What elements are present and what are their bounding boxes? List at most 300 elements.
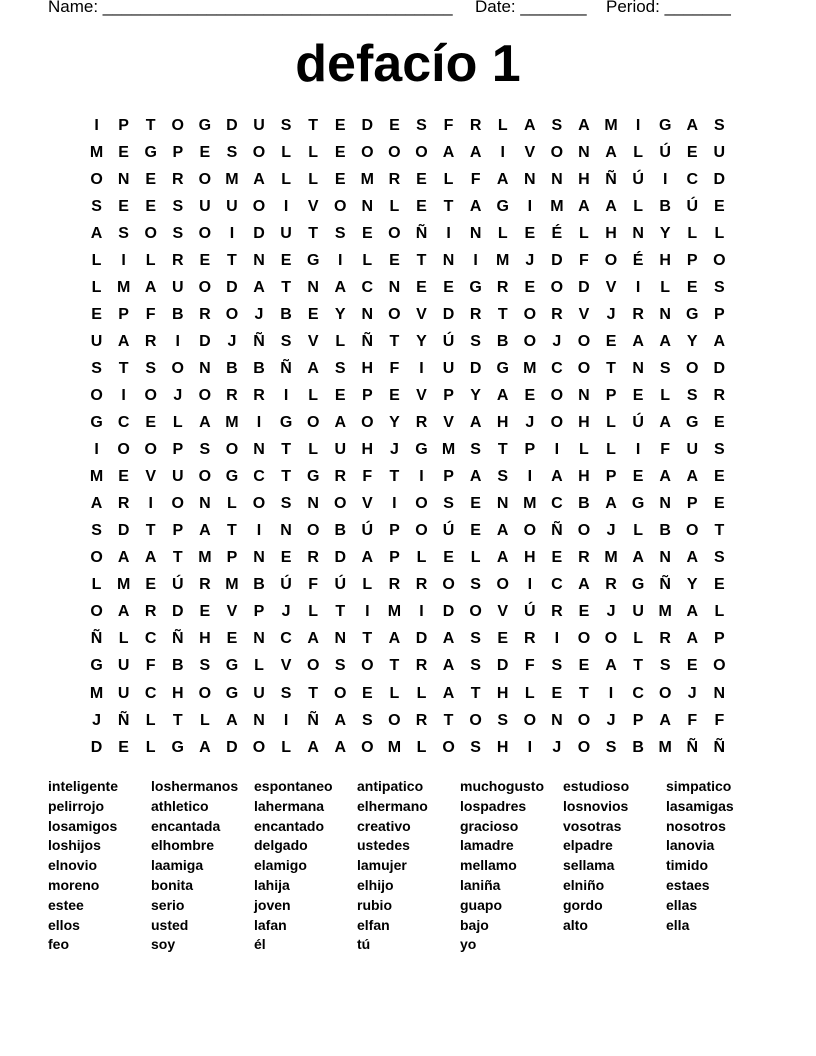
grid-cell[interactable]: E <box>470 522 481 540</box>
grid-cell[interactable]: H <box>578 170 590 188</box>
grid-cell[interactable]: A <box>253 278 265 296</box>
grid-cell[interactable]: O <box>306 657 320 675</box>
grid-cell[interactable]: T <box>308 116 319 134</box>
grid-cell[interactable]: D <box>713 359 726 377</box>
grid-cell[interactable]: O <box>171 116 184 134</box>
grid-cell[interactable]: L <box>335 332 346 350</box>
grid-cell[interactable]: L <box>91 278 102 296</box>
grid-cell[interactable]: L <box>714 224 725 242</box>
grid-cell[interactable]: O <box>496 576 509 594</box>
grid-cell[interactable]: Ñ <box>280 359 292 377</box>
grid-cell[interactable]: L <box>660 278 671 296</box>
grid-cell[interactable]: J <box>525 251 535 269</box>
grid-cell[interactable]: L <box>91 576 102 594</box>
grid-cell[interactable]: D <box>334 549 347 567</box>
grid-cell[interactable]: O <box>469 603 482 621</box>
grid-cell[interactable]: I <box>527 468 533 486</box>
grid-cell[interactable]: I <box>256 522 262 540</box>
grid-cell[interactable]: A <box>307 738 319 756</box>
grid-cell[interactable]: U <box>253 684 265 702</box>
grid-cell[interactable]: L <box>308 170 319 188</box>
grid-cell[interactable]: T <box>145 522 156 540</box>
grid-cell[interactable]: O <box>306 414 320 432</box>
grid-cell[interactable]: E <box>686 143 698 161</box>
grid-cell[interactable]: L <box>470 549 481 567</box>
grid-cell[interactable]: L <box>362 251 373 269</box>
grid-cell[interactable]: N <box>199 359 211 377</box>
grid-cell[interactable]: C <box>117 414 130 432</box>
grid-cell[interactable]: O <box>171 495 184 513</box>
grid-cell[interactable]: N <box>469 224 482 242</box>
grid-cell[interactable]: J <box>687 684 697 702</box>
grid-cell[interactable]: L <box>606 441 616 459</box>
grid-cell[interactable]: O <box>523 522 537 540</box>
grid-cell[interactable]: S <box>551 657 563 675</box>
grid-cell[interactable]: A <box>334 738 347 756</box>
grid-cell[interactable]: C <box>144 684 157 702</box>
grid-cell[interactable]: C <box>551 495 563 513</box>
grid-cell[interactable]: V <box>416 386 427 404</box>
grid-cell[interactable]: U <box>117 684 130 702</box>
grid-cell[interactable]: D <box>171 603 184 621</box>
grid-cell[interactable]: A <box>605 143 617 161</box>
grid-cell[interactable]: S <box>199 441 211 459</box>
grid-cell[interactable]: O <box>604 251 618 269</box>
grid-cell[interactable]: H <box>496 414 509 432</box>
grid-cell[interactable]: H <box>361 359 374 377</box>
grid-cell[interactable]: M <box>89 143 104 161</box>
grid-cell[interactable]: D <box>226 116 238 134</box>
grid-cell[interactable]: G <box>171 738 184 756</box>
grid-cell[interactable]: E <box>334 170 346 188</box>
grid-cell[interactable]: S <box>714 549 725 567</box>
grid-cell[interactable]: I <box>338 251 343 269</box>
grid-cell[interactable]: U <box>199 197 211 215</box>
grid-cell[interactable]: B <box>226 359 238 377</box>
grid-cell[interactable]: O <box>577 711 591 729</box>
grid-cell[interactable]: S <box>91 197 102 215</box>
grid-cell[interactable]: S <box>172 197 184 215</box>
grid-cell[interactable]: I <box>283 197 289 215</box>
grid-cell[interactable]: Ñ <box>659 576 671 594</box>
grid-cell[interactable]: O <box>523 305 537 323</box>
grid-cell[interactable]: O <box>117 441 130 459</box>
grid-cell[interactable]: L <box>281 143 291 161</box>
grid-cell[interactable]: L <box>308 386 319 404</box>
grid-cell[interactable]: G <box>90 657 103 675</box>
grid-cell[interactable]: D <box>226 738 238 756</box>
grid-cell[interactable]: E <box>714 414 725 432</box>
grid-cell[interactable]: R <box>388 576 401 594</box>
grid-cell[interactable]: F <box>524 657 535 675</box>
grid-cell[interactable]: S <box>470 657 481 675</box>
grid-cell[interactable]: F <box>660 441 671 459</box>
grid-cell[interactable]: R <box>171 251 184 269</box>
grid-cell[interactable]: Y <box>416 332 427 350</box>
grid-cell[interactable]: S <box>443 495 454 513</box>
grid-cell[interactable]: A <box>117 332 130 350</box>
grid-cell[interactable]: U <box>632 603 644 621</box>
grid-cell[interactable]: D <box>199 332 211 350</box>
grid-cell[interactable]: O <box>388 224 401 242</box>
grid-cell[interactable]: O <box>198 468 212 486</box>
grid-cell[interactable]: L <box>389 684 400 702</box>
grid-cell[interactable]: D <box>713 170 726 188</box>
grid-cell[interactable]: O <box>361 414 374 432</box>
grid-cell[interactable]: T <box>335 603 346 621</box>
grid-cell[interactable]: A <box>442 630 455 648</box>
grid-cell[interactable]: G <box>496 197 509 215</box>
grid-cell[interactable]: N <box>632 359 644 377</box>
grid-cell[interactable]: U <box>226 197 238 215</box>
grid-cell[interactable]: R <box>496 278 509 296</box>
grid-cell[interactable]: E <box>497 630 509 648</box>
grid-cell[interactable]: R <box>226 386 238 404</box>
grid-cell[interactable]: A <box>442 684 455 702</box>
grid-cell[interactable]: Ñ <box>171 630 184 648</box>
grid-cell[interactable]: N <box>496 495 509 513</box>
grid-cell[interactable]: A <box>605 495 617 513</box>
grid-cell[interactable]: O <box>577 359 591 377</box>
grid-cell[interactable]: O <box>334 495 347 513</box>
grid-cell[interactable]: L <box>416 549 427 567</box>
grid-cell[interactable]: N <box>280 522 292 540</box>
grid-cell[interactable]: A <box>334 414 347 432</box>
grid-cell[interactable]: Ñ <box>686 738 699 756</box>
grid-cell[interactable]: E <box>686 657 698 675</box>
grid-cell[interactable]: V <box>307 332 319 350</box>
grid-cell[interactable]: N <box>253 711 265 729</box>
grid-cell[interactable]: R <box>659 630 671 648</box>
grid-cell[interactable]: S <box>470 441 481 459</box>
grid-cell[interactable]: N <box>361 197 374 215</box>
grid-cell[interactable]: L <box>254 657 264 675</box>
grid-cell[interactable]: O <box>361 657 374 675</box>
grid-cell[interactable]: T <box>227 251 237 269</box>
grid-cell[interactable]: P <box>443 386 454 404</box>
grid-cell[interactable]: I <box>446 224 451 242</box>
grid-cell[interactable]: A <box>334 278 347 296</box>
grid-cell[interactable]: E <box>145 197 157 215</box>
grid-cell[interactable]: R <box>551 603 563 621</box>
grid-cell[interactable]: I <box>500 143 505 161</box>
grid-cell[interactable]: Ú <box>524 603 536 621</box>
grid-cell[interactable]: O <box>225 441 239 459</box>
grid-cell[interactable]: B <box>578 495 590 513</box>
grid-cell[interactable]: M <box>360 170 374 188</box>
grid-cell[interactable]: S <box>226 143 238 161</box>
grid-cell[interactable]: I <box>419 359 424 377</box>
grid-cell[interactable]: D <box>226 278 238 296</box>
grid-cell[interactable]: L <box>145 711 156 729</box>
grid-cell[interactable]: R <box>713 386 726 404</box>
grid-cell[interactable]: N <box>253 441 265 459</box>
grid-cell[interactable]: A <box>496 170 509 188</box>
grid-cell[interactable]: P <box>361 386 373 404</box>
grid-cell[interactable]: J <box>389 441 399 459</box>
grid-cell[interactable]: G <box>415 441 428 459</box>
grid-cell[interactable]: Ú <box>686 197 699 215</box>
grid-cell[interactable]: I <box>121 251 126 269</box>
grid-cell[interactable]: S <box>199 657 211 675</box>
grid-cell[interactable]: A <box>469 468 482 486</box>
grid-cell[interactable]: A <box>90 495 103 513</box>
grid-cell[interactable]: U <box>280 224 292 242</box>
grid-cell[interactable]: A <box>659 468 671 486</box>
grid-cell[interactable]: T <box>308 684 319 702</box>
grid-cell[interactable]: M <box>604 549 618 567</box>
grid-cell[interactable]: A <box>686 549 699 567</box>
grid-cell[interactable]: I <box>175 332 180 350</box>
grid-cell[interactable]: L <box>633 143 643 161</box>
grid-cell[interactable]: R <box>144 603 157 621</box>
grid-cell[interactable]: L <box>687 224 698 242</box>
grid-cell[interactable]: T <box>172 711 183 729</box>
grid-cell[interactable]: E <box>470 495 481 513</box>
grid-cell[interactable]: O <box>415 522 428 540</box>
grid-cell[interactable]: N <box>578 386 590 404</box>
grid-cell[interactable]: J <box>92 711 101 729</box>
grid-cell[interactable]: O <box>198 170 212 188</box>
grid-cell[interactable]: A <box>632 332 644 350</box>
grid-cell[interactable]: M <box>441 441 456 459</box>
grid-cell[interactable]: R <box>415 711 428 729</box>
grid-cell[interactable]: F <box>389 359 400 377</box>
grid-cell[interactable]: R <box>632 305 644 323</box>
grid-cell[interactable]: O <box>442 576 455 594</box>
grid-cell[interactable]: O <box>198 224 212 242</box>
grid-cell[interactable]: A <box>199 414 211 432</box>
grid-cell[interactable]: A <box>388 630 401 648</box>
grid-cell[interactable]: L <box>308 143 319 161</box>
grid-cell[interactable]: V <box>497 603 509 621</box>
grid-cell[interactable]: H <box>578 414 590 432</box>
grid-cell[interactable]: I <box>148 495 153 513</box>
grid-cell[interactable]: E <box>334 116 346 134</box>
grid-cell[interactable]: U <box>253 116 265 134</box>
grid-cell[interactable]: Y <box>334 305 346 323</box>
grid-cell[interactable]: L <box>281 170 291 188</box>
grid-cell[interactable]: D <box>551 251 563 269</box>
grid-cell[interactable]: P <box>714 305 725 323</box>
grid-cell[interactable]: S <box>172 224 184 242</box>
grid-cell[interactable]: C <box>551 359 563 377</box>
grid-cell[interactable]: U <box>171 468 184 486</box>
grid-cell[interactable]: D <box>578 278 590 296</box>
grid-cell[interactable]: Ñ <box>361 332 374 350</box>
grid-cell[interactable]: I <box>608 684 614 702</box>
grid-cell[interactable]: P <box>172 143 184 161</box>
grid-cell[interactable]: A <box>469 197 482 215</box>
grid-cell[interactable]: G <box>90 414 103 432</box>
grid-cell[interactable]: M <box>550 197 564 215</box>
grid-cell[interactable]: B <box>632 738 644 756</box>
grid-cell[interactable]: E <box>714 468 725 486</box>
grid-cell[interactable]: O <box>144 441 157 459</box>
grid-cell[interactable]: M <box>225 414 239 432</box>
grid-cell[interactable]: G <box>631 495 645 513</box>
grid-cell[interactable]: E <box>524 386 536 404</box>
grid-cell[interactable]: T <box>118 359 129 377</box>
grid-cell[interactable]: A <box>578 576 590 594</box>
grid-cell[interactable]: T <box>606 359 616 377</box>
grid-cell[interactable]: G <box>225 657 239 675</box>
grid-cell[interactable]: N <box>253 630 265 648</box>
grid-cell[interactable]: E <box>389 251 400 269</box>
grid-cell[interactable]: V <box>307 197 319 215</box>
grid-cell[interactable]: T <box>281 468 291 486</box>
grid-cell[interactable]: M <box>198 549 212 567</box>
grid-cell[interactable]: F <box>443 116 454 134</box>
grid-cell[interactable]: S <box>659 359 671 377</box>
grid-cell[interactable]: I <box>419 468 424 486</box>
grid-cell[interactable]: R <box>469 116 482 134</box>
grid-cell[interactable]: V <box>605 278 617 296</box>
grid-cell[interactable]: E <box>361 224 373 242</box>
grid-cell[interactable]: C <box>280 630 292 648</box>
grid-cell[interactable]: R <box>524 630 536 648</box>
grid-cell[interactable]: L <box>118 630 129 648</box>
grid-cell[interactable]: R <box>415 657 428 675</box>
grid-cell[interactable]: D <box>442 603 455 621</box>
grid-cell[interactable]: S <box>280 332 292 350</box>
grid-cell[interactable]: O <box>686 522 699 540</box>
grid-cell[interactable]: S <box>91 522 102 540</box>
grid-cell[interactable]: M <box>658 738 672 756</box>
grid-cell[interactable]: R <box>307 549 319 567</box>
grid-cell[interactable]: E <box>551 684 563 702</box>
grid-cell[interactable]: Ñ <box>307 711 319 729</box>
grid-cell[interactable]: M <box>116 576 131 594</box>
grid-cell[interactable]: L <box>308 603 319 621</box>
grid-cell[interactable]: P <box>524 441 536 459</box>
grid-cell[interactable]: J <box>606 522 616 540</box>
grid-cell[interactable]: E <box>118 143 129 161</box>
grid-cell[interactable]: P <box>605 386 617 404</box>
grid-cell[interactable]: C <box>253 468 265 486</box>
grid-cell[interactable]: R <box>117 495 130 513</box>
grid-cell[interactable]: V <box>524 143 536 161</box>
grid-cell[interactable]: E <box>361 684 373 702</box>
grid-cell[interactable]: G <box>306 251 320 269</box>
grid-cell[interactable]: A <box>144 549 157 567</box>
grid-cell[interactable]: V <box>416 305 427 323</box>
grid-cell[interactable]: M <box>89 468 104 486</box>
grid-cell[interactable]: E <box>91 305 102 323</box>
grid-cell[interactable]: O <box>171 359 184 377</box>
grid-cell[interactable]: N <box>253 549 265 567</box>
grid-cell[interactable]: M <box>225 576 239 594</box>
grid-cell[interactable]: S <box>280 495 292 513</box>
grid-cell[interactable]: P <box>686 495 698 513</box>
grid-cell[interactable]: A <box>686 116 699 134</box>
grid-cell[interactable]: E <box>605 332 617 350</box>
grid-cell[interactable]: L <box>389 197 400 215</box>
grid-cell[interactable]: T <box>389 657 400 675</box>
grid-cell[interactable]: E <box>334 386 346 404</box>
grid-cell[interactable]: U <box>171 278 184 296</box>
grid-cell[interactable]: F <box>145 657 156 675</box>
grid-cell[interactable]: M <box>89 684 104 702</box>
grid-cell[interactable]: T <box>497 441 508 459</box>
grid-cell[interactable]: R <box>551 305 563 323</box>
grid-cell[interactable]: Ú <box>280 576 292 594</box>
grid-cell[interactable]: J <box>606 305 616 323</box>
grid-cell[interactable]: A <box>361 549 374 567</box>
grid-cell[interactable]: S <box>714 278 725 296</box>
grid-cell[interactable]: A <box>659 414 671 432</box>
grid-cell[interactable]: E <box>145 576 157 594</box>
grid-cell[interactable]: O <box>523 711 537 729</box>
grid-cell[interactable]: L <box>416 684 427 702</box>
grid-cell[interactable]: S <box>497 468 509 486</box>
grid-cell[interactable]: S <box>416 116 427 134</box>
grid-cell[interactable]: P <box>632 711 644 729</box>
grid-cell[interactable]: P <box>172 441 184 459</box>
grid-cell[interactable]: O <box>90 170 103 188</box>
grid-cell[interactable]: S <box>470 738 481 756</box>
grid-cell[interactable]: G <box>686 305 699 323</box>
grid-cell[interactable]: O <box>577 522 591 540</box>
grid-cell[interactable]: E <box>145 414 157 432</box>
grid-cell[interactable]: O <box>252 143 266 161</box>
grid-cell[interactable]: T <box>470 684 481 702</box>
grid-cell[interactable]: N <box>307 278 319 296</box>
grid-cell[interactable]: G <box>306 468 320 486</box>
grid-cell[interactable]: T <box>416 251 427 269</box>
grid-cell[interactable]: F <box>714 711 725 729</box>
grid-cell[interactable]: H <box>659 251 671 269</box>
grid-cell[interactable]: O <box>90 549 103 567</box>
grid-cell[interactable]: H <box>578 468 590 486</box>
grid-cell[interactable]: I <box>527 576 533 594</box>
grid-cell[interactable]: J <box>227 332 237 350</box>
grid-cell[interactable]: E <box>416 278 427 296</box>
grid-cell[interactable]: Ú <box>632 414 644 432</box>
grid-cell[interactable]: Y <box>659 224 671 242</box>
grid-cell[interactable]: G <box>279 414 293 432</box>
grid-cell[interactable]: E <box>389 116 400 134</box>
grid-cell[interactable]: I <box>256 414 262 432</box>
grid-cell[interactable]: D <box>442 305 455 323</box>
grid-cell[interactable]: C <box>361 278 374 296</box>
grid-cell[interactable]: O <box>306 522 320 540</box>
grid-cell[interactable]: T <box>145 116 156 134</box>
grid-cell[interactable]: R <box>578 549 590 567</box>
grid-cell[interactable]: L <box>633 522 643 540</box>
grid-cell[interactable]: P <box>686 251 698 269</box>
grid-cell[interactable]: H <box>361 441 374 459</box>
grid-cell[interactable]: L <box>579 441 589 459</box>
grid-cell[interactable]: O <box>388 711 401 729</box>
grid-cell[interactable]: L <box>714 603 725 621</box>
grid-cell[interactable]: D <box>117 522 130 540</box>
grid-cell[interactable]: G <box>496 359 509 377</box>
grid-cell[interactable]: M <box>604 116 618 134</box>
grid-cell[interactable]: E <box>632 386 644 404</box>
grid-cell[interactable]: S <box>280 116 292 134</box>
grid-cell[interactable]: P <box>118 305 129 323</box>
grid-cell[interactable]: L <box>633 630 643 648</box>
grid-cell[interactable]: E <box>714 197 725 215</box>
grid-cell[interactable]: N <box>713 684 726 702</box>
grid-cell[interactable]: R <box>605 576 617 594</box>
grid-cell[interactable]: I <box>635 116 641 134</box>
grid-cell[interactable]: S <box>334 657 346 675</box>
grid-cell[interactable]: E <box>307 305 319 323</box>
grid-cell[interactable]: É <box>632 251 644 269</box>
grid-cell[interactable]: A <box>686 468 699 486</box>
